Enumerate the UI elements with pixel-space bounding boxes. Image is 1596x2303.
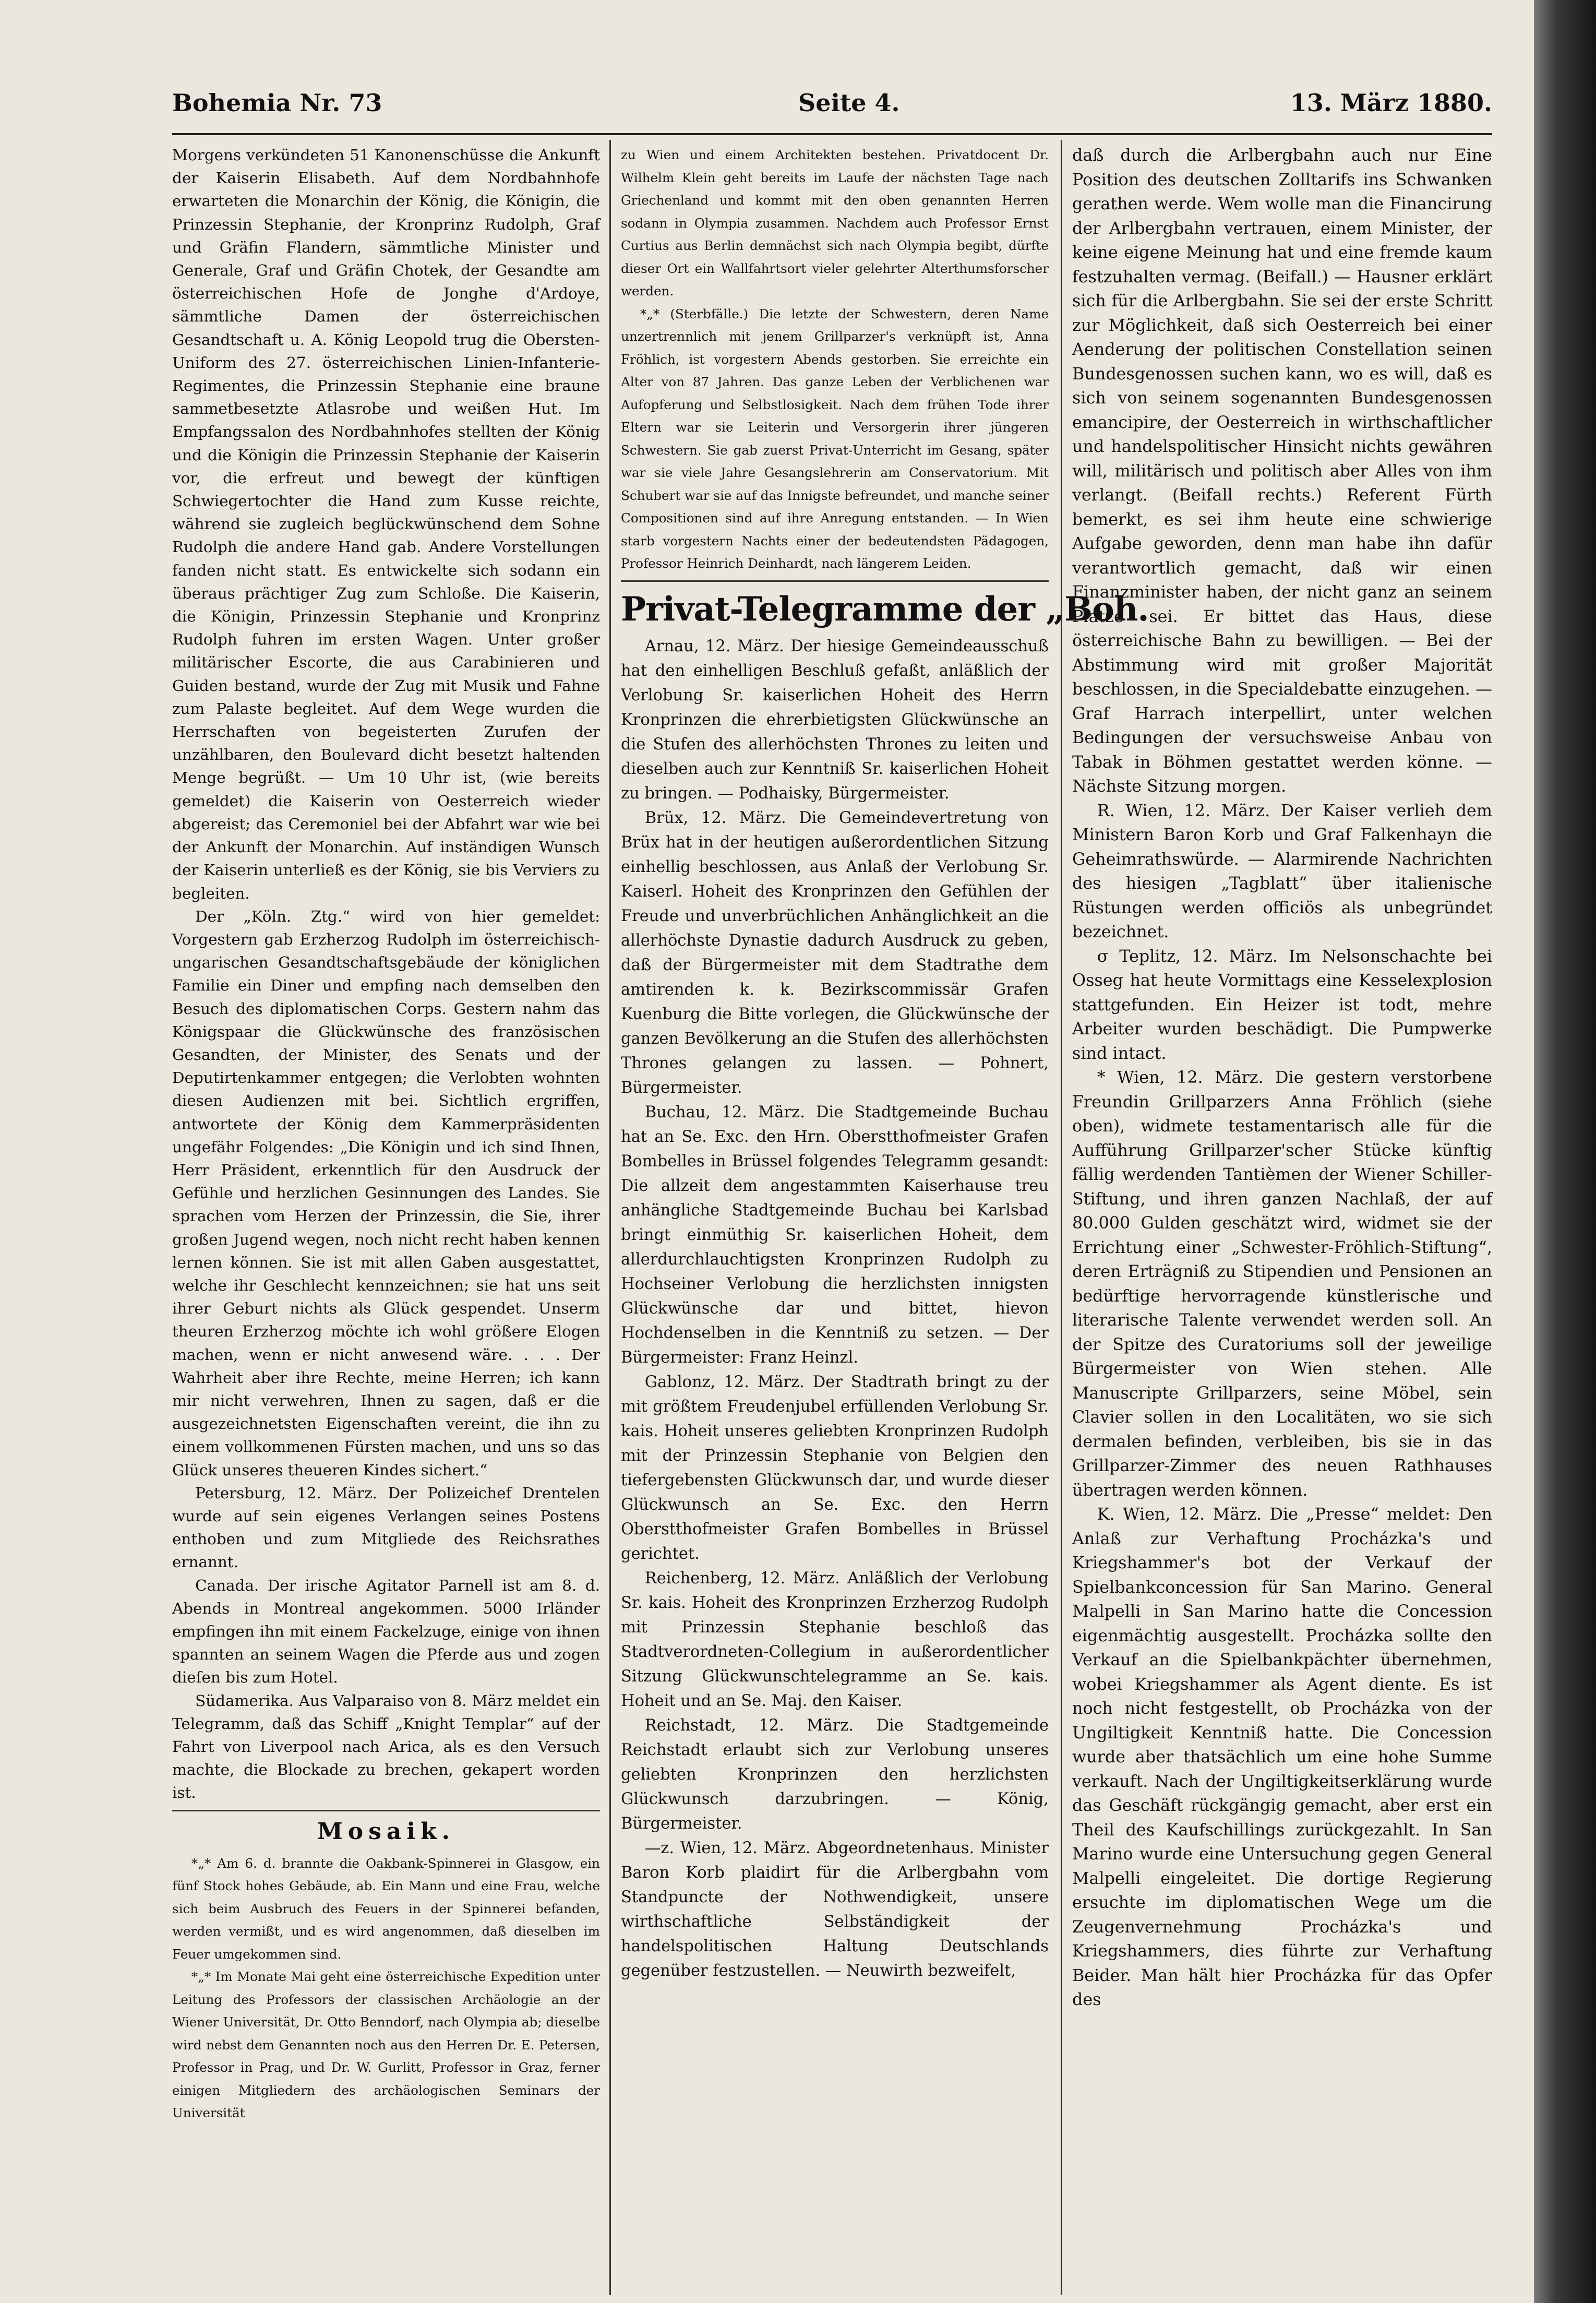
issue-date: 13. März 1880. (1290, 89, 1492, 117)
column-1 (172, 144, 600, 2288)
telegram-item: Brüx, 12. März. Die Gemeindevertretung von Brüx hat in der heutigen außerordentlichen Sitzung einhellig beschlossen, aus Anlaß der Verlobung Sr. Kaiserl. Hoheit des Kronprinzen den Gefühlen der Freude und unverbrüchlichen Anhänglichkeit an die allerhöchste Dynastie dadurch Ausdruck zu geben, daß der Bürgermeister mit dem Stadtrathe dem amtirenden k. k. Bezirkscommissär Grafen Kuenburg die Bitte vorlegen, die Glückwünsche der ganzen Bevölkerung an die Stufen des allerhöchsten Thrones gelangen zu lassen. — Pohnert, Bürgermeister. (621, 808, 1049, 1097)
column-divider (1061, 140, 1062, 2295)
telegram-item: —z. Wien, 12. März. Abgeordnetenhaus. Minister Baron Korb plaidirt für die Arlbergbahn vom Standpuncte der Nothwendigkeit, unsere wirthschaftliche Selbständigkeit der handelspolitischen Haltung Deutschlands gegenüber festzustellen. — Neuwirth bezweifelt, (621, 1839, 1049, 1980)
column-2 (621, 144, 1149, 2288)
telegram-item: Arnau, 12. März. Der hiesige Gemeindeausschuß hat den einhelligen Beschluß gefaßt, anläßlich der Verlobung Sr. kaiserlichen Hoheit des Herrn Kronprinzen die ehrerbietigsten Glückwünsche an die Stufen des allerhöchsten Thrones zu leiten und dieselben auch zur Kenntniß Sr. kaiserlichen Hoheit zu bringen. — Podhaisky, Bürgermeister. (621, 637, 1049, 803)
article-paragraph: Morgens verkündeten 51 Kanonenschüsse die Ankunft der Kaiserin Elisabeth. Auf dem Nordbahnhofe erwarteten die Monarchin der König, die Königin, die Prinzessin Stephanie, der Kronprinz Rudolph, Graf und Gräfin Flandern, sämmtliche Minister und Generale, Graf und Gräfin Chotek, der Gesandte am österreichischen Hofe de Jonghe d'Ardoye, sämmtliche Damen der österreichischen Gesandtschaft u. A. König Leopold trug die Obersten-Uniform des 27. österreichischen Linien-Infanterie-Regimentes, die Prinzessin Stephanie eine braune sammetbesetzte Atlasrobe und weißen Hut. Im Empfangssalon des Nordbahnhofes stellten der König und die Königin die Prinzessin Stephanie der Kaiserin vor, die erfreut und bewegt der künftigen Schwiegertochter die Hand zum Kusse reichte, während sie zugleich beglückwünschend dem Sohne Rudolph die andere Hand gab. Andere Vorstellungen fanden nicht statt. Es entwickelte sich sodann ein überaus prächtiger Zug zum Schloße. Die Kaiserin, die Königin, Prinzessin Stephanie und Kronprinz Rudolph fuhren im ersten Wagen. Unter großer militärischer Escorte, die aus Carabinieren und Guiden bestand, wurde der Zug mit Musik und Fahne zum Palaste begleitet. Auf dem Wege wurden die Herrschaften von begeisterten Zurufen der unzählbaren, den Boulevard dicht besetzt haltenden Menge begrüßt. — Um 10 Uhr ist, (wie bereits gemeldet) die Kaiserin von Oesterreich wieder abgereist; das Ceremoniel bei der Abfahrt war wie bei der Ankunft der Monarchin. Auf inständigen Wunsch der Kaiserin unterließ es der König, sie bis Verviers zu begleiten. (172, 146, 600, 902)
section-rule (172, 1810, 600, 1811)
section-rule (621, 580, 1049, 582)
telegram-item: * Wien, 12. März. Die gestern verstorbene Freundin Grillparzers Anna Fröhlich (siehe oben), widmete testamentarisch alle für die Aufführung Grillparzer'scher Stücke künftig fällig werdenden Tantièmen der Wiener Schiller-Stiftung, und ihren ganzen Nachlaß, der auf 80.000 Gulden geschätzt wird, widmet sie der Errichtung einer „Schwester-Fröhlich-Stiftung“, deren Erträgniß zu Stipendien und Pensionen an bedürftige hervorragende künstlerische und literarische Talente verwendet werden soll. An der Spitze des Curatoriums soll der jeweilige Bürgermeister von Wien stehen. Alle Manuscripte Grillparzers, seine Möbel, sein Clavier sollen in den Localitäten, wo sie sich dermalen befinden, verbleiben, bis sie in das Grillparzer-Zimmer des neuen Rathhauses übertragen werden können. (1072, 1068, 1492, 1500)
news-item-canada: Canada. Der irische Agitator Parnell ist am 8. d. Abends in Montreal angekommen. 5000 Irländer empfingen ihn mit einem Fackelzuge, einige von ihnen spannten an seinem Wagen die Pferde aus und zogen dieſen bis zum Hotel. (172, 1576, 600, 1687)
telegram-item-continued: daß durch die Arlbergbahn auch nur Eine Position des deutschen Zolltarifs ins Schwanken gerathen werde. Wem wolle man die Financirung der Arlbergbahn vertrauen, einem Minister, der keine eigene Meinung hat und eine fremde kaum festzuhalten vermag. (Beifall.) — Hausner erklärt sich für die Arlbergbahn. Sie sei der erste Schritt zur Möglichkeit, daß sich Oesterreich bei einer Aenderung der politischen Constellation seinen Bundesgenossen suchen kann, wo es will, daß es sich von seinem sogenannten Bundesgenossen emancipire, der Oesterreich in wirthschaftlicher und handelspolitischer Hinsicht nichts gewähren will, militärisch und politisch aber Alles von ihm verlangt. (Beifall rechts.) Referent Fürth bemerkt, es sei ihm heute eine schwierige Aufgabe geworden, denn man habe ihn dafür verantwortlich gemacht, daß wir einen Finanzminister haben, der nicht ganz an seinem Platze sei. Er bittet das Haus, diese österreichische Bahn zu bewilligen. — Bei der Abstimmung wird mit großer Majorität beschlossen, in die Specialdebatte einzugehen. — Graf Harrach interpellirt, unter welchen Bedingungen der versuchsweise Anbau von Tabak in Böhmen gestattet werden könne. — Nächste Sitzung morgen. (1072, 146, 1492, 796)
section-heading-telegrams: Privat-Telegramme der „Boh. (621, 589, 1149, 629)
section-heading-mosaik: Mosaik. (317, 1818, 455, 1845)
telegram-item: Gablonz, 12. März. Der Stadtrath bringt zu der mit größtem Freudenjubel erfüllenden Verlobung Sr. kais. Hoheit unseres geliebten Kronprinzen Rudolph mit der Prinzessin Stephanie von Belgien den tiefergebensten Glückwunsch dar, und wurde dieser Glückwunsch an Se. Exc. den Herrn Oberstthofmeister Grafen Bombelles in Brüssel gerichtet. (621, 1373, 1049, 1563)
newspaper-issue: Bohemia Nr. 73 (172, 89, 382, 117)
page-number: Seite 4. (798, 89, 900, 117)
news-item-petersburg: Petersburg, 12. März. Der Polizeichef Drentelen wurde auf sein eigenes Verlangen seines Postens enthoben und zum Mitgliede des Reichsrathes ernannt. (172, 1484, 600, 1571)
telegram-item: σ Teplitz, 12. März. Im Nelsonschachte bei Osseg hat heute Vormittags eine Kesselexplosion stattgefunden. Ein Heizer ist todt, mehre Arbeiter wurden beschädigt. Die Pumpwerke sind intact. (1072, 946, 1492, 1063)
telegram-item: Buchau, 12. März. Die Stadtgemeinde Buchau hat an Se. Exc. den Hrn. Oberstthofmeister Grafen Bombelles in Brüssel folgendes Telegramm gesandt: Die allzeit dem angestammten Kaiserhause treu anhängliche Stadtgemeinde Buchau bei Karlsbad bringt einmüthig Sr. kaiserlichen Hoheit, dem allerdurchlauchtigsten Kronprinzen Rudolph zu Hochseiner Verlobung die herzlichsten innigsten Glückwünsche dar und bittet, hievon Hochdenselben in die Kenntniß zu setzen. — Der Bürgermeister: Franz Heinzl. (621, 1103, 1049, 1367)
header-rule (172, 133, 1492, 135)
mosaik-item-continued: zu Wien und einem Architekten bestehen. Privatdocent Dr. Wilhelm Klein geht bereits im Laufe der nächsten Tage nach Griechenland und kommt mit den oben genannten Herren sodann in Olympia zusammen. Nachdem auch Professor Ernst Curtius aus Berlin demnächst sich nach Olympia begibt, dürfte dieser Ort ein Wallfahrtsort vieler gelehrter Alterthumsforscher werden. (621, 147, 1049, 299)
telegram-item: R. Wien, 12. März. Der Kaiser verlieh dem Ministern Baron Korb und Graf Falkenhayn die Geheimrathswürde. — Alarmirende Nachrichten des hiesigen „Tagblatt“ über italienische Rüstungen werden officiös als unbegründet bezeichnet. (1072, 801, 1492, 941)
page-header (172, 89, 1492, 130)
column-divider (609, 140, 611, 2295)
mosaik-item: *„* Am 6. d. brannte die Oakbank-Spinnerei in Glasgow, ein fünf Stock hohes Gebäude, ab. Ein Mann und eine Frau, welche sich beim Ausbruch des Feuers in der Spinnerei befanden, werden vermißt, und es wird angenommen, daß dieselben im Feuer umgekommen sind. (172, 1855, 600, 1962)
news-item-suedamerika: Südamerika. Aus Valparaiso von 8. März meldet ein Telegramm, daß das Schiff „Knight Templar“ auf der Fahrt von Liverpool nach Arica, als es den Versuch machte, die Blockade zu brechen, gekapert worden ist. (172, 1691, 600, 1802)
mosaik-item: *„* (Sterbfälle.) Die letzte der Schwestern, deren Name unzertrennlich mit jenem Grillparzer's verknüpft ist, Anna Fröhlich, ist vorgestern Abends gestorben. Sie erreichte ein Alter von 87 Jahren. Das ganze Leben der Verblichenen war Aufopferung und Selbstlosigkeit. Nach dem frühen Tode ihrer Eltern war sie Leiterin und Versorgerin ihrer jüngeren Schwestern. Sie gab zuerst Privat-Unterricht im Gesang, später war sie viele Jahre Gesangslehrerin am Conservatorium. Mit Schubert war sie auf das Innigste befreundet, und manche seiner Compositionen sind auf ihre Anregung entstanden. — In Wien starb vorgestern Nachts einer der bedeutendsten Pädagogen, Professor Heinrich Deinhardt, nach längerem Leiden. (621, 306, 1049, 571)
column-3 (1072, 144, 1492, 2288)
telegram-item: Reichstadt, 12. März. Die Stadtgemeinde Reichstadt erlaubt sich zur Verlobung unseres geliebten Kronprinzen den herzlichsten Glückwunsch darzubringen. — König, Bürgermeister. (621, 1716, 1049, 1833)
scan-edge (1534, 0, 1596, 2303)
telegram-item: K. Wien, 12. März. Die „Presse“ meldet: Den Anlaß zur Verhaftung Procházka's und Kriegshammer's bot der Verkauf der Spielbankconcession für San Marino. General Malpelli in San Marino hatte die Concession eigenmächtig ausgestellt. Procházka sollte den Verkauf an die Spielbankpächter übernehmen, wobei Kriegshammer als Agent diente. Es ist noch nicht festgestellt, ob Procházka von der Ungiltigkeit Kenntniß hatte. Die Concession wurde aber thatsächlich um eine hohe Summe verkauft. Nach der Ungiltigkeitserklärung wurde das Geschäft rückgängig gemacht, aber erst ein Theil des Kaufschillings zurückgezahlt. In San Marino wurde eine Untersuchung gegen General Malpelli eingeleitet. Die dortige Regierung ersuchte im diplomatischen Wege um die Zeugenvernehmung Procházka's und Kriegshammers, dies führte zur Verhaftung Beider. Man hält hier Procházka für das Opfer des (1072, 1505, 1492, 2009)
article-paragraph: Der „Köln. Ztg.“ wird von hier gemeldet: Vorgestern gab Erzherzog Rudolph im österreichisch-ungarischen Gesandtschaftsgebäude der königlichen Familie ein Diner und empfing nach demselben den Besuch des diplomatischen Corps. Gestern nahm das Königspaar die Glückwünsche des französischen Gesandten, der Minister, des Senats und der Deputirtenkammer entgegen; die Verlobten wohnten diesen Audienzen mit bei. Sichtlich ergriffen, antwortete der König dem Kammerpräsidenten ungefähr Folgendes: „Die Königin und ich sind Ihnen, Herr Präsident, erkenntlich für den Ausdruck der Gefühle und herzlichen Gesinnungen des Landes. Sie sprachen vom Herzen der Prinzessin, die Sie, ihrer großen Jugend wegen, noch nicht recht haben kennen lernen können. Sie ist mit allen Gaben ausgestattet, welche ihr Geschlecht kennzeichnen; sie hat uns seit ihrer Geburt nichts als Glück gespendet. Unserm theuren Erzherzog möchte ich wohl größere Elogen machen, wenn er nicht anwesend wäre. . . . Der Wahrheit aber ihre Rechte, meine Herren; ich kann mir nicht verwehren, Ihnen zu sagen, daß er die ausgezeichnetsten Eigenschaften vereint, die ihn zu einem vollkommenen Fürsten machen, und uns so das Glück unseres theueren Kindes sichert.“ (172, 907, 600, 1479)
telegram-item: Reichenberg, 12. März. Anläßlich der Verlobung Sr. kais. Hoheit des Kronprinzen Erzherzog Rudolph mit Prinzessin Stephanie beschloß das Stadtverordneten-Collegium in außerordentlicher Sitzung Glückwunschtelegramme an Se. kais. Hoheit und an Se. Maj. den Kaiser. (621, 1569, 1049, 1710)
mosaik-item: *„* Im Monate Mai geht eine österreichische Expedition unter Leitung des Professors der classischen Archäologie an der Wiener Universität, Dr. Otto Benndorf, nach Olympia ab; dieselbe wird nebst dem Genannten noch aus den Herren Dr. E. Petersen, Professor in Prag, und Dr. W. Gurlitt, Professor in Graz, ferner einigen Mitgliedern des archäologischen Seminars der Universität (172, 1969, 600, 2121)
